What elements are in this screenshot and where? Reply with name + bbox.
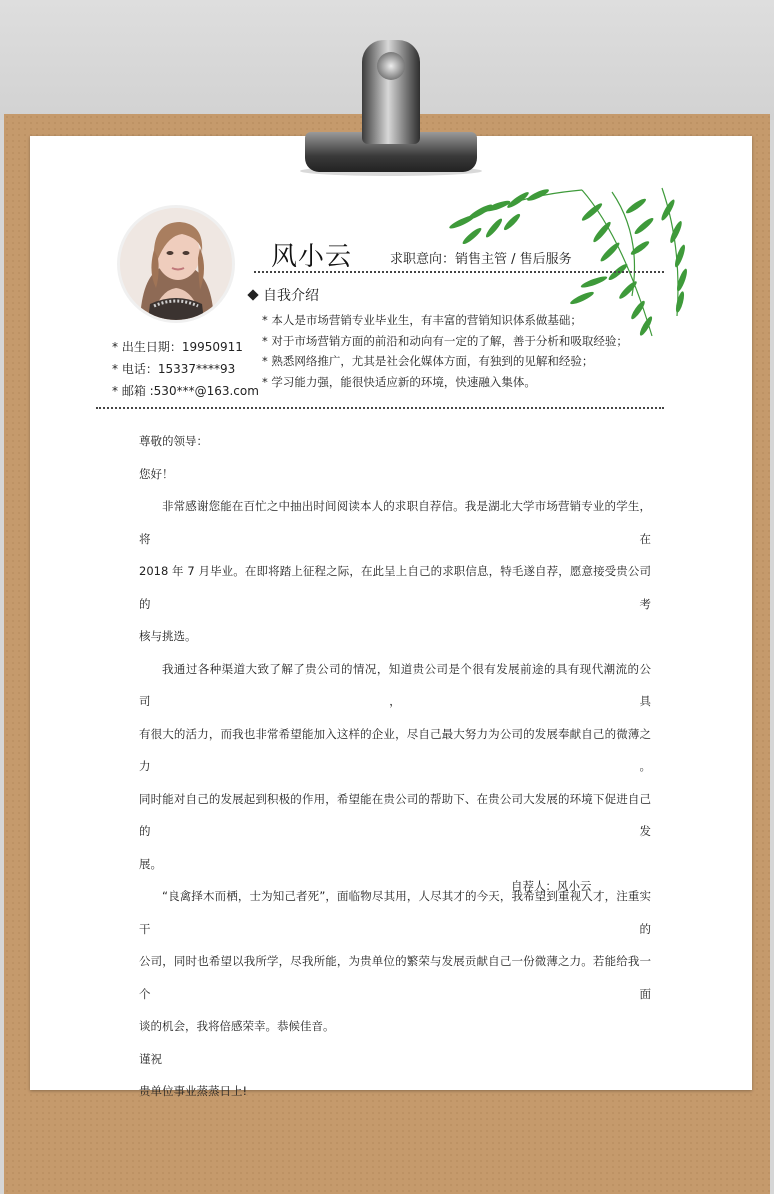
letter-line: “良禽择木而栖，士为知己者死”，面临物尽其用，人尽其才的今天，我希望到重视人才，注重实干的 <box>139 889 651 936</box>
letter-line: 展。 <box>139 856 162 871</box>
self-intro-item: * 熟悉网络推广，尤其是社会化媒体方面，有独到的见解和经验； <box>262 354 594 368</box>
letter-signature: 自荐人：风小云 <box>511 879 592 893</box>
self-intro-item: * 本人是市场营销专业毕业生，有丰富的营销知识体系做基础； <box>262 313 582 327</box>
letter-line: 同时能对自己的发展起到积极的作用，希望能在贵公司的帮助下、在贵公司大发展的环境下促进自己的发 <box>139 791 651 838</box>
letter-line: 有很大的活力，而我也非常希望能加入这样的企业，尽自己最大努力为公司的发展奉献自己的微薄之力。 <box>139 726 651 773</box>
diamond-bullet-icon <box>247 289 258 300</box>
binder-clip-hole <box>377 52 405 80</box>
letter-salutation: 尊敬的领导： <box>139 434 208 448</box>
self-intro-title-text: 自我介绍 <box>263 288 319 304</box>
birth-date: * 出生日期：19950911 <box>112 340 243 354</box>
self-intro-item: * 学习能力强，能很快适应新的环境，快速融入集体。 <box>262 374 536 389</box>
letter-line: 核与挑选。 <box>139 629 197 643</box>
self-intro-list <box>262 310 628 392</box>
self-intro-title <box>247 285 319 305</box>
job-objective: 求职意向：销售主管 / 售后服务 <box>390 252 572 267</box>
letter-closing: 谨祝 <box>139 1051 162 1066</box>
letter-closing: 贵单位事业蒸蒸日上! <box>139 1084 248 1098</box>
letter-line: 非常感谢您能在百忙之中抽出时间阅读本人的求职自荐信。我是湖北大学市场营销专业的学生，将在 <box>139 499 651 546</box>
personal-info <box>112 336 259 402</box>
phone: * 电话：15337****93 <box>112 362 236 376</box>
applicant-name: 风小云 <box>271 242 353 272</box>
profile-photo <box>120 208 232 320</box>
letter-line: 谈的机会，我将倍感荣幸。恭候佳音。 <box>139 1019 335 1033</box>
letter-line: 我通过各种渠道大致了解了贵公司的情况，知道贵公司是个很有发展前途的具有现代潮流的公司，具 <box>139 661 651 708</box>
letter-line: 公司，同时也希望以我所学，尽我所能，为贵单位的繁荣与发展贡献自己一份微薄之力。若能给我一个面 <box>139 954 651 1001</box>
self-intro-item: * 对于市场营销方面的前沿和动向有一定的了解，善于分析和吸取经验； <box>262 333 628 348</box>
letter-greeting: 您好！ <box>139 466 174 481</box>
section-divider <box>96 407 664 409</box>
email: * 邮箱 :530***@163.com <box>112 384 259 398</box>
cover-letter <box>139 425 651 1108</box>
letter-line: 2018 年 7 月毕业。在即将踏上征程之际，在此呈上自己的求职信息，特毛遂自荐，愿意接受贵公司的考 <box>139 564 651 611</box>
header-divider <box>254 271 664 273</box>
